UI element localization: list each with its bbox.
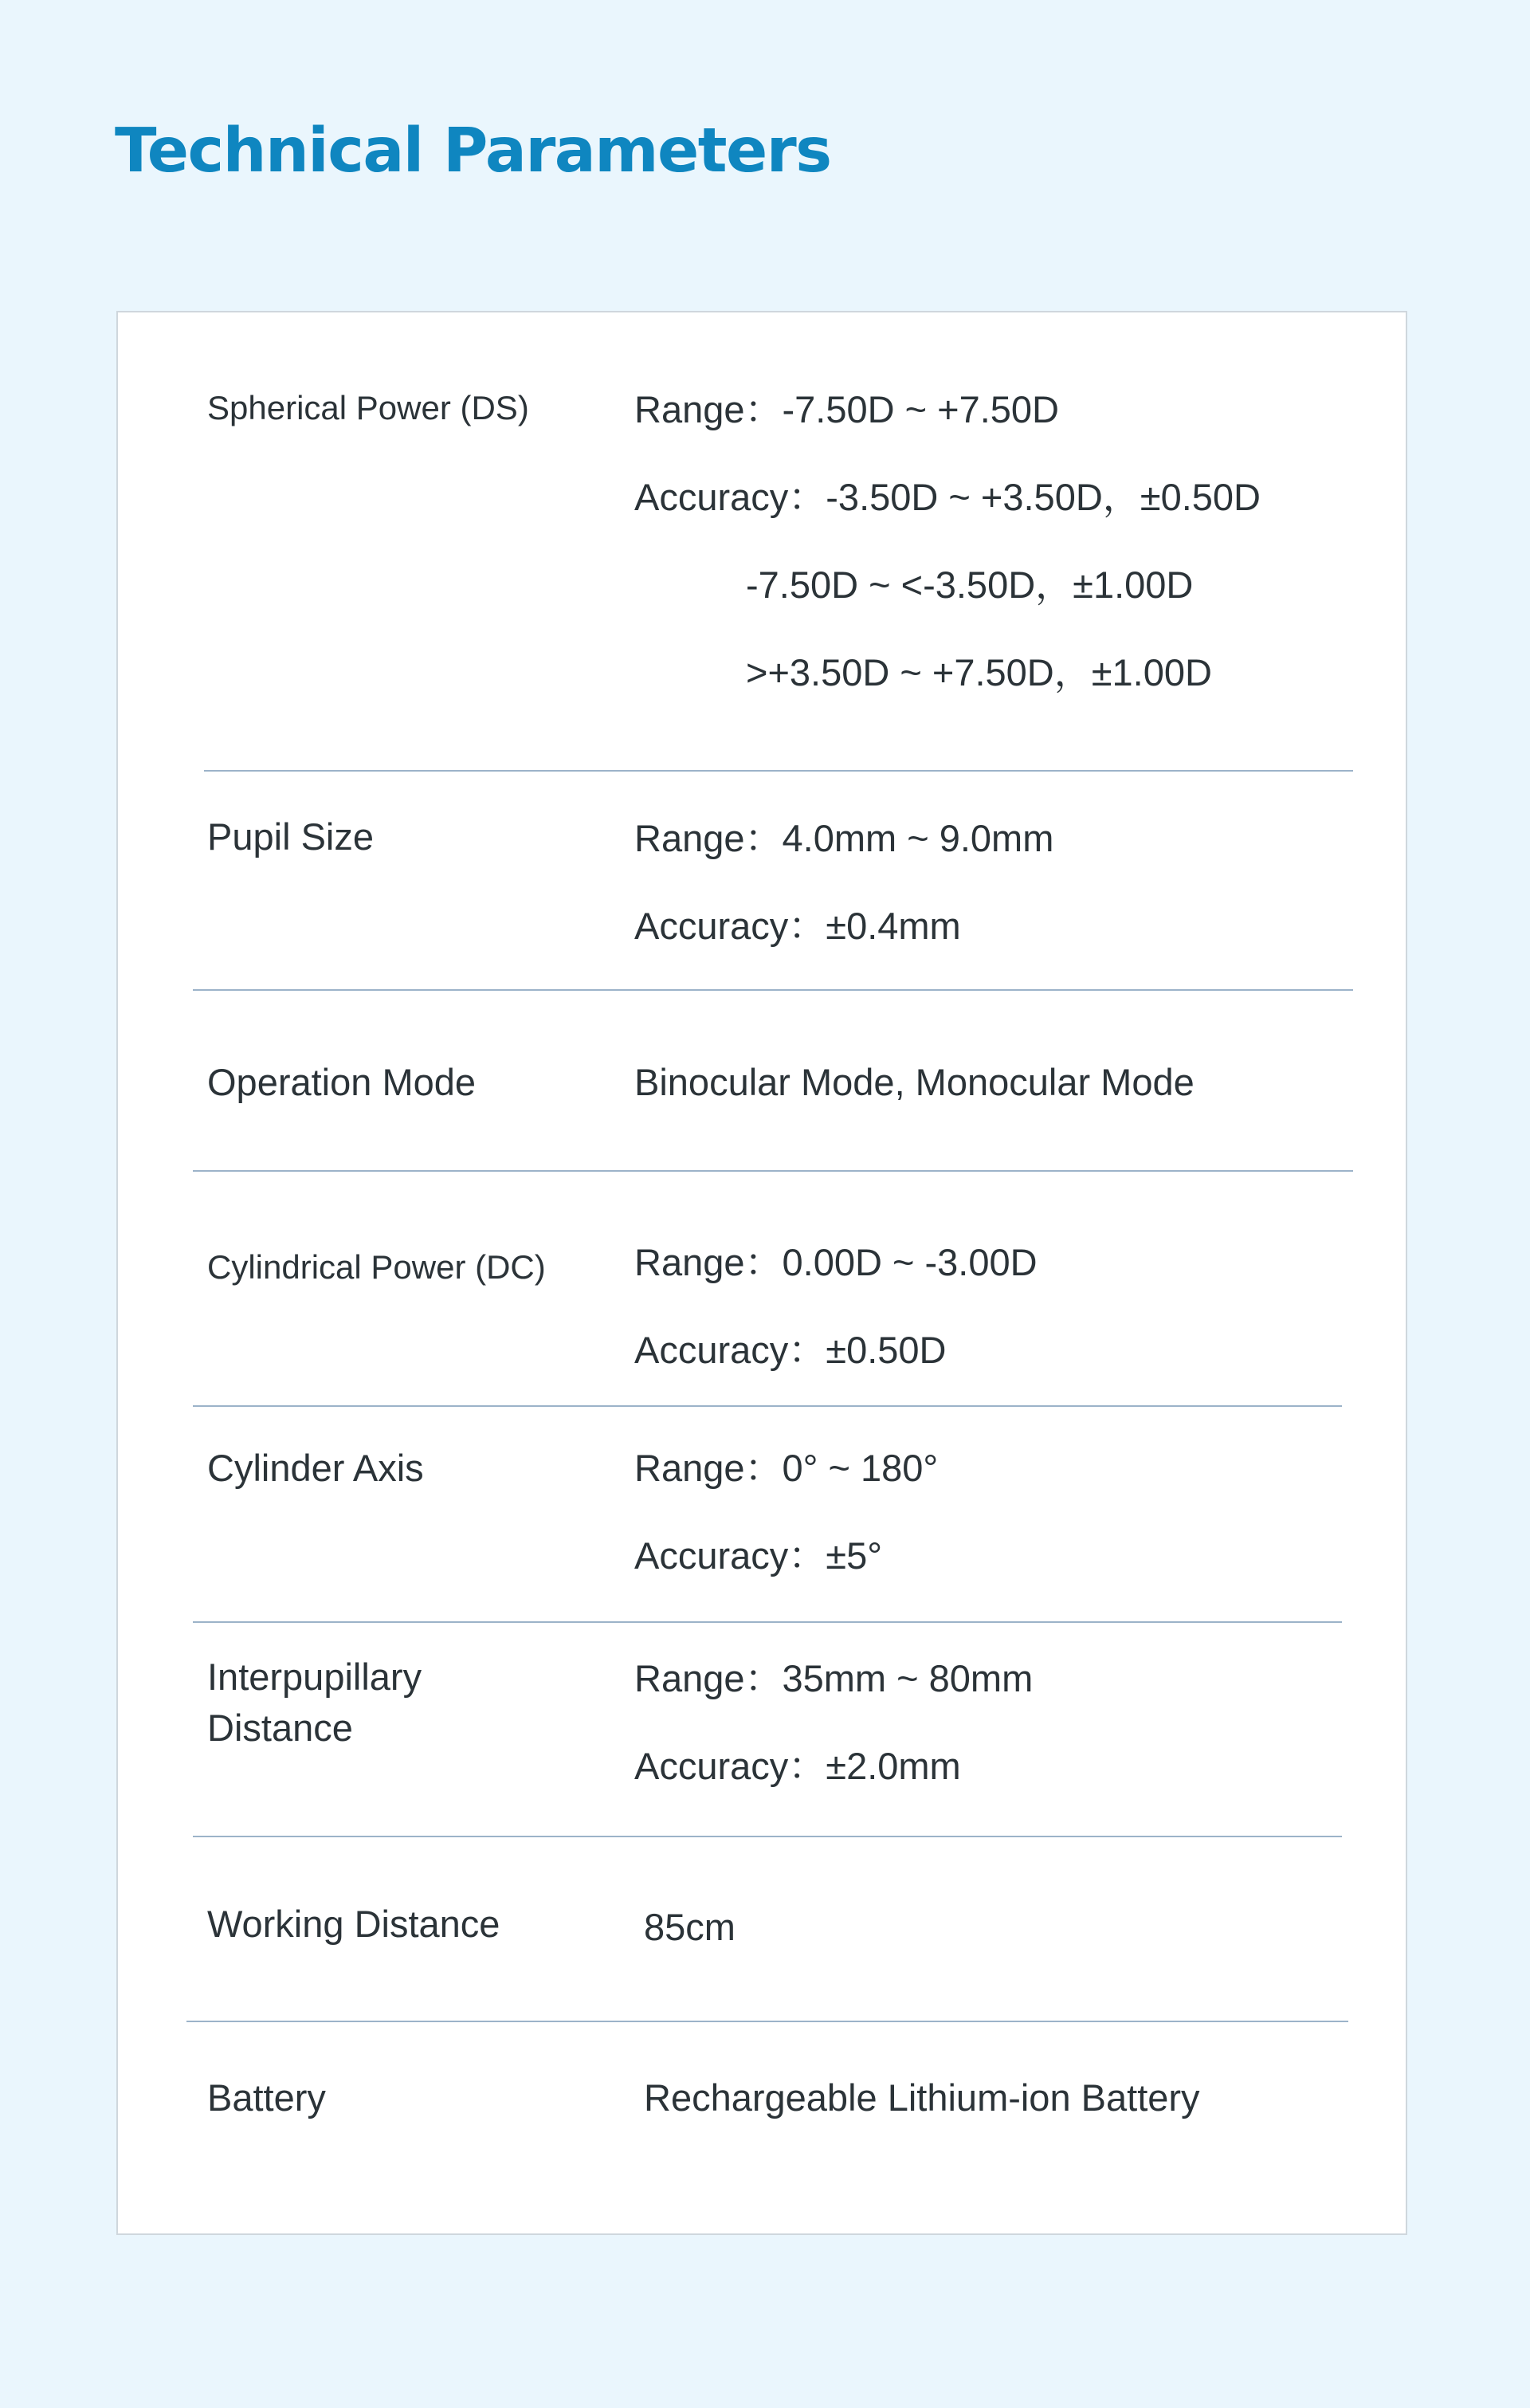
param-value-working-distance: 85cm [644,1906,736,1948]
param-label-working-distance: Working Distance [207,1903,500,1945]
param-label-interpupillary-distance: Interpupillary Distance [207,1656,422,1749]
param-label-cylinder-axis: Cylinder Axis [207,1447,424,1489]
param-value-spherical-accuracy-3: >+3.50D ~ +7.50D，±1.00D [746,651,1212,693]
param-value-pupil-range: Range：4.0mm ~ 9.0mm [634,817,1054,859]
param-value-cylindrical-range: Range：0.00D ~ -3.00D [634,1241,1038,1283]
divider [193,1170,1353,1172]
divider [204,770,1353,772]
page-title: Technical Parameters [115,116,831,187]
param-value-battery: Rechargeable Lithium-ion Battery [644,2076,1200,2119]
param-label-cylindrical-power: Cylindrical Power (DC) [207,1248,546,1286]
param-label-battery: Battery [207,2076,326,2119]
divider [193,989,1353,991]
param-label-operation-mode: Operation Mode [207,1061,477,1103]
divider [193,1405,1342,1407]
param-value-spherical-accuracy-2: -7.50D ~ <-3.50D，±1.00D [746,564,1194,606]
divider [193,1621,1342,1623]
divider [186,2021,1348,2022]
param-label-spherical-power: Spherical Power (DS) [207,389,529,426]
param-value-spherical-accuracy: Accuracy：-3.50D ~ +3.50D，±0.50D [634,476,1261,518]
param-value-ipd-range: Range：35mm ~ 80mm [634,1657,1034,1699]
parameters-card [116,311,1407,2235]
param-value-pupil-accuracy: Accuracy：±0.4mm [634,905,961,947]
param-value-axis-accuracy: Accuracy：±5° [634,1534,883,1577]
param-value-operation-mode: Binocular Mode, Monocular Mode [634,1061,1195,1103]
param-value-cylindrical-accuracy: Accuracy：±0.50D [634,1329,947,1371]
param-value-spherical-range: Range：-7.50D ~ +7.50D [634,388,1059,430]
param-value-ipd-accuracy: Accuracy：±2.0mm [634,1745,961,1787]
divider [193,1836,1342,1837]
param-label-pupil-size: Pupil Size [207,815,374,858]
param-value-axis-range: Range：0° ~ 180° [634,1447,939,1489]
